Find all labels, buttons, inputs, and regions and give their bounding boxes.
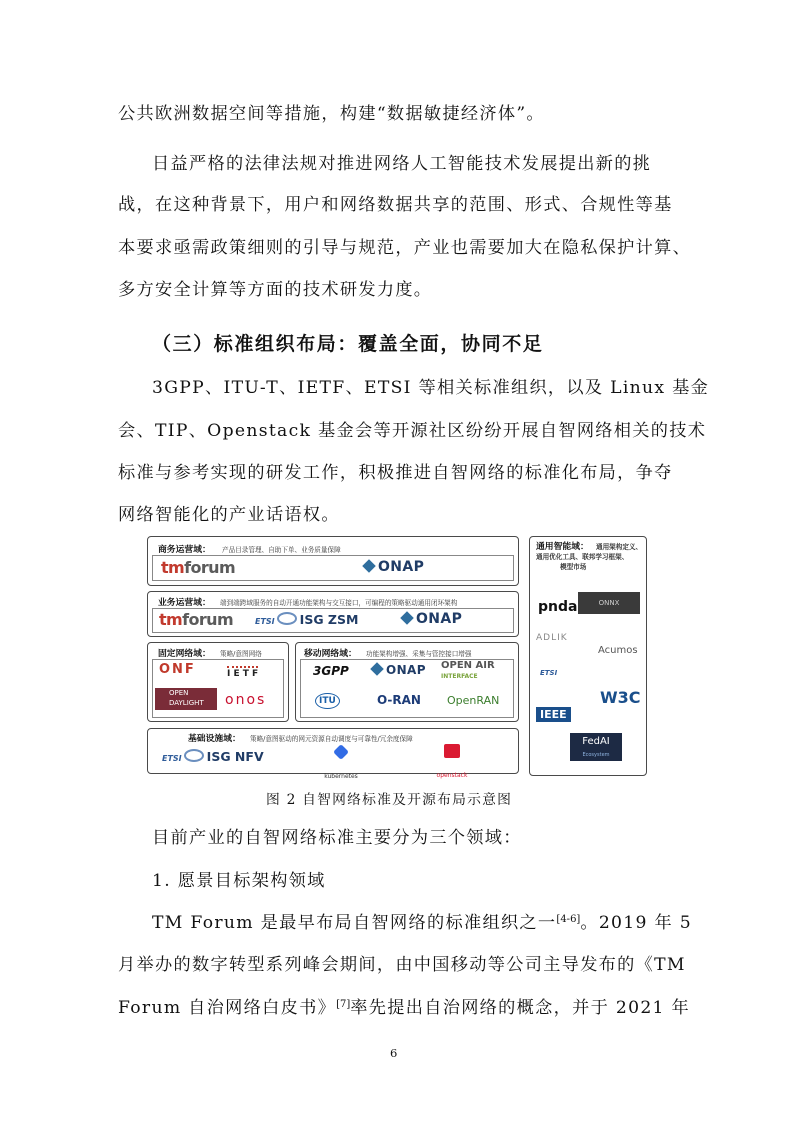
paragraph-line: Forum 自治网络白皮书》[7]率先提出自治网络的概念，并于 2021 年: [118, 998, 691, 1018]
onf-logo: ONF: [159, 662, 196, 677]
biz-ops-desc: 产品目录管理、自助下单、业务质量保障: [222, 546, 341, 554]
etsi-nfv-logo: ETSI ISG NFV: [162, 749, 264, 764]
infrastructure-desc: 策略/意图驱动的网元资源自动调度与可靠性/冗余度保障: [250, 735, 413, 743]
openstack-logo: openstack: [430, 743, 474, 781]
itu-logo: ITU: [315, 693, 340, 709]
pnda-logo: pnda: [538, 599, 578, 615]
fedai-logo: FedAI Ecosystem: [570, 733, 622, 761]
onos-logo: onos: [225, 692, 267, 708]
onnx-logo: ONNX: [578, 592, 640, 614]
openair-logo: OPEN AIR INTERFACE: [441, 660, 495, 680]
paragraph-line: 日益严格的法律法规对推进网络人工智能技术发展提出新的挑: [152, 154, 652, 174]
kubernetes-wheel-icon: [333, 744, 349, 760]
mobile-network-desc: 功能架构增强、采集与管控接口增强: [366, 650, 472, 658]
onap-logo: ONAP: [401, 611, 462, 627]
mobile-network-logo-area: [300, 659, 514, 718]
infrastructure-domain-box: [147, 728, 519, 780]
paragraph-line: 目前产业的自智网络标准主要分为三个领域：: [152, 828, 522, 848]
ietf-logo: I E T F: [227, 666, 258, 679]
etsi-swoosh-icon: [184, 749, 204, 762]
biz-ops-logo-row: [152, 555, 514, 581]
opendaylight-logo: OPEN DAYLIGHT: [155, 688, 217, 710]
fixed-network-logo-area: [152, 659, 284, 718]
paragraph-line: TM Forum 是最早布局自智网络的标准组织之一[4-6]。2019 年 5: [152, 913, 693, 933]
section-heading: （三）标准组织布局：覆盖全面，协同不足: [152, 333, 544, 355]
fixed-network-desc: 策略/意图网络: [220, 650, 262, 658]
w3c-logo: W3C: [600, 688, 641, 707]
mobile-network-domain-box: [295, 642, 519, 722]
kubernetes-logo: kubernetes: [316, 744, 366, 782]
3gpp-logo: 3GPP: [313, 664, 349, 678]
paragraph-line: 1. 愿景目标架构领域: [152, 871, 326, 891]
citation-ref[interactable]: [7]: [336, 999, 351, 1010]
onap-mark-icon: [370, 662, 384, 676]
oran-logo: O-RAN: [377, 693, 421, 707]
figure-caption: 图 2 自智网络标准及开源布局示意图: [266, 792, 513, 808]
etsi-swoosh-icon: [277, 612, 297, 625]
general-intelligence-title: 通用智能域：: [536, 542, 589, 552]
standards-layout-figure: [147, 536, 645, 780]
paragraph-line: 本要求亟需政策细则的引导与规范，产业也需要加大在隐私保护计算、: [118, 238, 692, 258]
mobile-network-title: 移动网络域：: [304, 649, 357, 659]
paragraph-line: 多方安全计算等方面的技术研发力度。: [118, 280, 433, 300]
general-intelligence-desc-3: 模型市场: [560, 563, 587, 571]
etsi-zsm-logo: ETSI ISG ZSM: [255, 612, 359, 627]
paragraph-line: 战，在这种背景下，用户和网络数据共享的范围、形式、合规性等基: [118, 195, 673, 215]
onap-mark-icon: [362, 559, 376, 573]
onap-logo: ONAP: [371, 663, 426, 677]
biz-ops-domain-box: [147, 536, 519, 586]
service-ops-title: 业务运营域：: [158, 598, 211, 608]
citation-ref[interactable]: [4-6]: [556, 914, 581, 925]
biz-ops-title: 商务运营域：: [158, 545, 211, 555]
onap-mark-icon: [400, 611, 414, 625]
ieee-logo: IEEE: [536, 707, 571, 722]
page-number: 6: [390, 1046, 398, 1060]
openran-logo: OpenRAN: [447, 694, 500, 707]
adlik-logo: ADLIK: [536, 633, 568, 643]
infrastructure-title: 基础设施域：: [188, 734, 241, 744]
fixed-network-title: 固定网络域：: [158, 649, 211, 659]
service-ops-domain-box: [147, 591, 519, 637]
general-intelligence-desc-1: 通用架构定义、: [596, 543, 643, 551]
paragraph-line: 网络智能化的产业话语权。: [118, 505, 340, 525]
openstack-mark-icon: [444, 744, 460, 758]
service-ops-desc: 端到端跨域服务的自动开通功能架构与交互接口，可编程的策略驱动通用闭环架构: [220, 599, 458, 607]
fixed-network-domain-box: [147, 642, 289, 722]
general-intelligence-desc-2: 通用优化工具、联邦学习框架、: [536, 553, 629, 561]
service-ops-logo-row: [152, 608, 514, 633]
onap-logo: ONAP: [363, 559, 424, 575]
paragraph-line: 公共欧洲数据空间等措施，构建“数据敏捷经济体”。: [118, 104, 545, 124]
tmforum-logo: tmforum: [161, 558, 236, 577]
paragraph-line: 月举办的数字转型系列峰会期间，由中国移动等公司主导发布的《TM: [118, 955, 686, 975]
general-intelligence-domain-box: [529, 536, 647, 776]
acumos-logo: Acumos: [598, 645, 638, 656]
tmforum-logo: tmforum: [159, 610, 234, 629]
etsi-logo: ETSI: [540, 669, 558, 677]
paragraph-line: 3GPP、ITU-T、IETF、ETSI 等相关标准组织，以及 Linux 基金: [152, 378, 710, 398]
paragraph-line: 会、TIP、Openstack 基金会等开源社区纷纷开展自智网络相关的技术: [118, 421, 707, 441]
paragraph-line: 标准与参考实现的研发工作，积极推进自智网络的标准化布局，争夺: [118, 463, 673, 483]
